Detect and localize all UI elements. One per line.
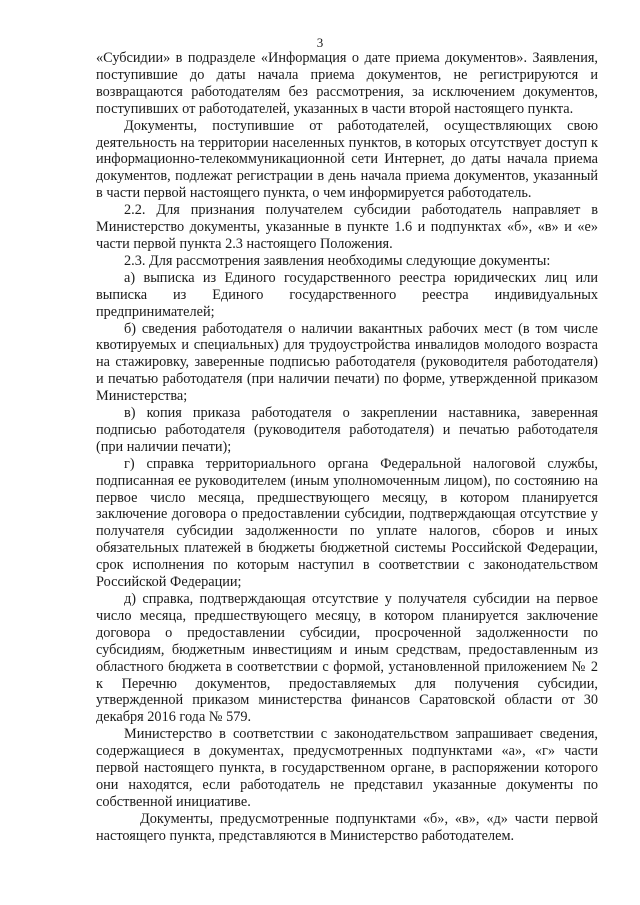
paragraph-internet-access: Документы, поступившие от работодателей, осуществляющих свою деятельность на территории населенных пунктов, в которых отсутствует доступ к информационно-телекоммуникационной сети Интернет, до даты начала приема документов, подлежат регистрации в день начала приема документов, указанный в части первой настоящего пункта, о чем информируется работодатель. (96, 117, 598, 202)
paragraph-documents-submitted: Документы, предусмотренные подпунктами «б», «в», «д» части первой настоящего пункта, представляются в Министерство работодателем. (96, 810, 598, 844)
document-body (96, 50, 598, 845)
paragraph-subsidy-continuation: «Субсидии» в подразделе «Информация о дате приема документов». Заявления, поступившие до даты начала приема документов, не регистрируются и возвращаются работодателям без рассмотрения, за исключением документов, поступивших от работодателей, указанных в части второй настоящего пункта. (96, 50, 598, 117)
paragraph-item-v: в) копия приказа работодателя о закреплении наставника, заверенная подписью работодателя (руководителя работодателя) и печатью работодателя (при наличии печати); (96, 405, 598, 455)
paragraph-2-3: 2.3. Для рассмотрения заявления необходимы следующие документы: (124, 252, 551, 269)
paragraph-ministry-request: Министерство в соответствии с законодательством запрашивает сведения, содержащиеся в документах, предусмотренных подпунктами «а», «г» части первой настоящего пункта, в государственном органе, в распоряжении которого они находятся, если работодатель не представил указанные документы по собственной инициативе. (96, 726, 598, 810)
paragraph-item-d: д) справка, подтверждающая отсутствие у получателя субсидии на первое число месяца, предшествующего месяцу, в котором планируется заключение договора о предоставлении субсидии, просроченной задолженности по субсидиям, бюджетным инвестициям и иным средствам, предоставленным из областного бюджета в соответствии с формой, установленной приложением № 2 к Перечню документов, предоставляемых для получения субсидии, утвержденной приказом министерства финансов Саратовской области от 30 декабря 2016 года № 579. (96, 591, 598, 726)
paragraph-item-a: а) выписка из Единого государственного реестра юридических лиц или выписка из Единого государственного реестра индивидуальных предпринимателей; (96, 269, 598, 320)
page-number: 3 (316, 35, 324, 50)
paragraph-2-2: 2.2. Для признания получателем субсидии работодатель направляет в Министерство документы, указанные в пункте 1.6 и подпунктах «б», «в» и «е» части первой пункта 2.3 настоящего Положения. (96, 202, 598, 252)
paragraph-item-g: г) справка территориального органа Федеральной налоговой службы, подписанная ее руководителем (иным уполномоченным лицом), по состоянию на первое число месяца, предшествующего месяцу, в котором планируется заключение договора о предоставлении субсидии, подтверждающая отсутствие у получателя субсидии задолженности по уплате налогов, сборов и иных обязательных платежей в бюджеты бюджетной системы Российской Федерации, срок исполнения по которым наступил в соответствии с законодательством Российской Федерации; (96, 455, 598, 591)
paragraph-item-b: б) сведения работодателя о наличии вакантных рабочих мест (в том числе квотируемых и специальных) для трудоустройства инвалидов молодого возраста на стажировку, заверенные подписью работодателя (руководителя работодателя) и печатью работодателя (при наличии печати) по форме, утвержденной приказом Министерства; (96, 320, 598, 405)
